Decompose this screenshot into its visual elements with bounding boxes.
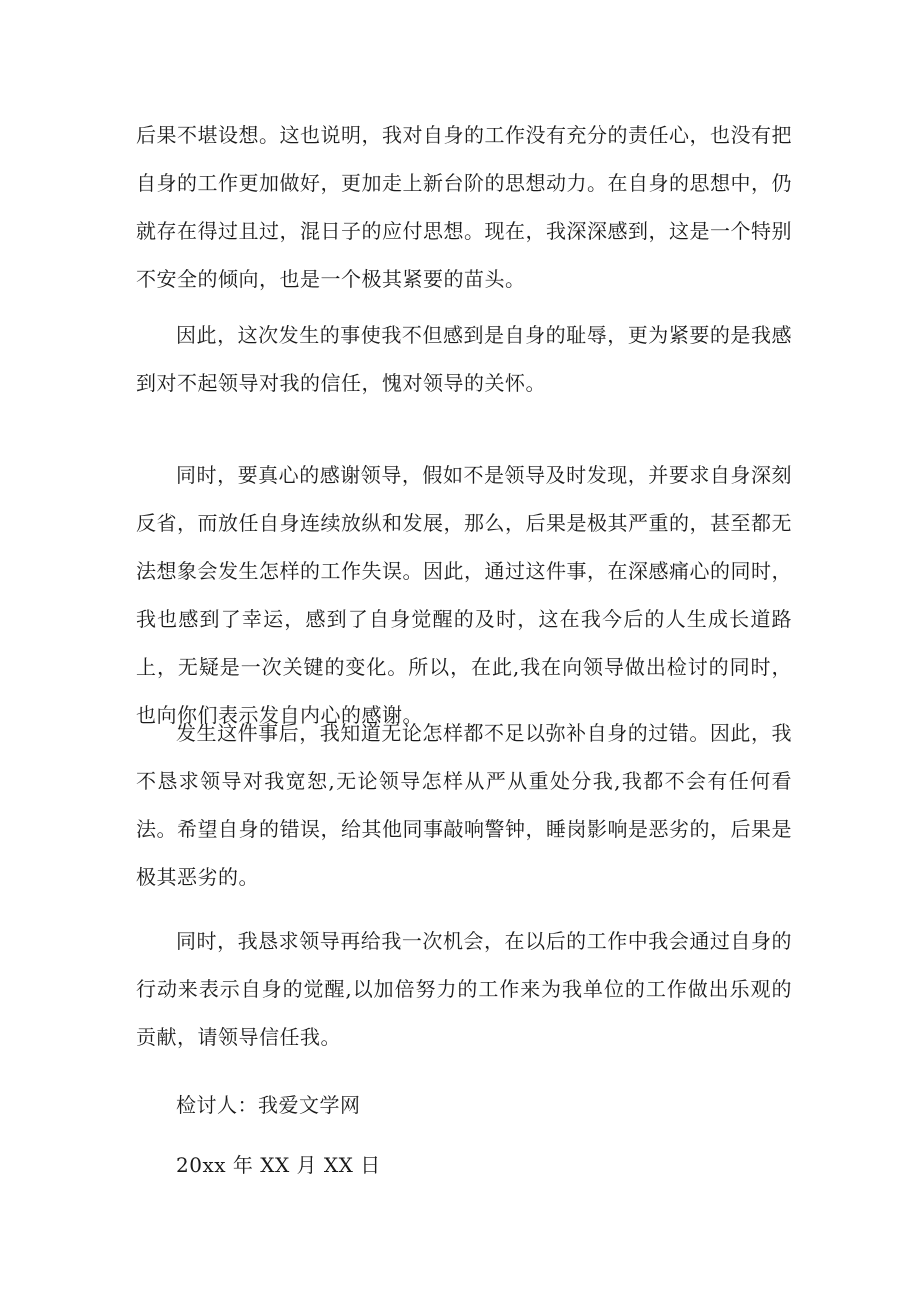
paragraph-text: 后果不堪设想。这也说明，我对自身的工作没有充分的责任心，也没有把自身的工作更加做好，更加走上新台阶的思想动力。在自身的思想中，仍就存在得过且过，混日子的应付思想。现在，我深深感到，这是一个特别不安全的倾向，也是一个极其紧要的苗头。: [136, 123, 792, 291]
date-line: 20xx 年 XX 月 XX 日: [176, 1153, 381, 1177]
paragraph: [136, 709, 792, 901]
paragraph: [136, 451, 792, 739]
paragraph-text: 发生这件事后，我知道无论怎样都不足以弥补自身的过错。因此，我不恳求领导对我宽恕,无论领导怎样从严从重处分我,我都不会有任何看法。希望自身的错误，给其他同事敲响警钟，睡岗影响是恶劣的，后果是极其恶劣的。: [136, 721, 792, 889]
paragraph: [136, 917, 792, 1061]
paragraph-text: 同时，要真心的感谢领导，假如不是领导及时发现，并要求自身深刻反省，而放任自身连续放纵和发展，那么，后果是极其严重的，甚至都无法想象会发生怎样的工作失误。因此，通过这件事，在深感痛心的同时，我也感到了幸运，感到了自身觉醒的及时，这在我今后的人生成长道路上，无疑是一次关键的变化。所以，在此,我在向领导做出检讨的同时，也向你们表示发自内心的感谢。: [136, 463, 792, 727]
paragraph-text: 同时，我恳求领导再给我一次机会，在以后的工作中我会通过自身的行动来表示自身的觉醒,以加倍努力的工作来为我单位的工作做出乐观的贡献，请领导信任我。: [136, 929, 792, 1049]
paragraph-continuation: [136, 111, 792, 303]
signer-line: 检讨人：我爱文学网: [176, 1093, 361, 1117]
paragraph: [136, 311, 792, 407]
paragraph-text: 因此，这次发生的事使我不但感到是自身的耻辱，更为紧要的是我感到对不起领导对我的信任，愧对领导的关怀。: [136, 323, 792, 395]
